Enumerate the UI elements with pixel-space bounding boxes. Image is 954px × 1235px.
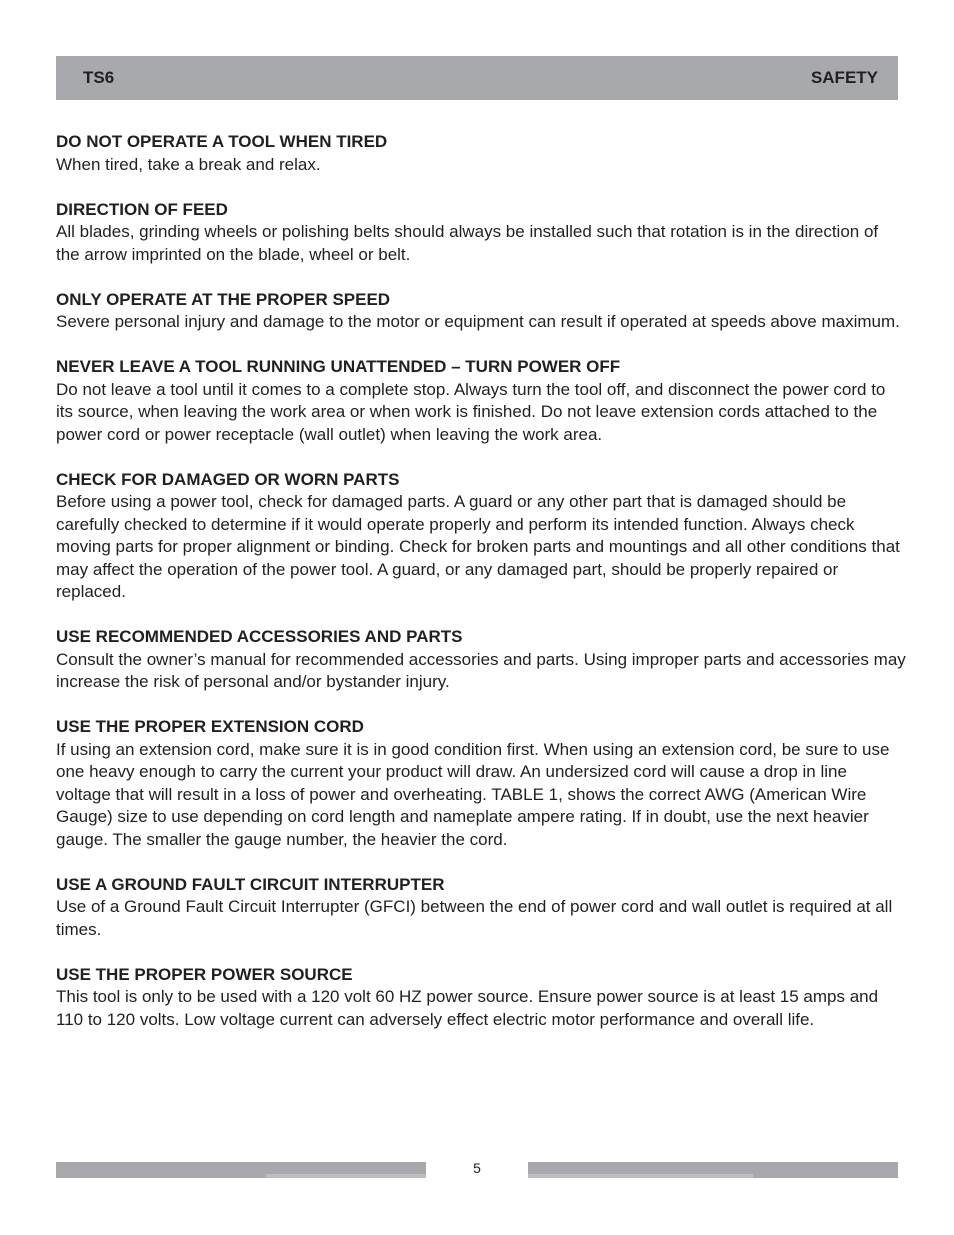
section-heading: USE THE PROPER EXTENSION CORD	[56, 717, 364, 736]
safety-section	[56, 131, 906, 176]
safety-section	[56, 874, 906, 942]
safety-section	[56, 289, 906, 334]
section-body: When tired, take a break and relax.	[56, 154, 321, 174]
page-header-bar	[56, 56, 898, 100]
section-body: Use of a Ground Fault Circuit Interrupter (GFCI) between the end of power cord and wall outlet is required at all times.	[56, 897, 893, 939]
safety-section	[56, 626, 906, 694]
section-body: Severe personal injury and damage to the motor or equipment can result if operated at speeds above maximum.	[56, 312, 900, 331]
section-body: Consult the owner’s manual for recommended accessories and parts. Using improper parts and accessories may increase the risk of personal and/or bystander injury.	[56, 649, 906, 691]
section-heading: ONLY OPERATE AT THE PROPER SPEED	[56, 289, 391, 309]
section-heading: DO NOT OPERATE A TOOL WHEN TIRED	[56, 132, 388, 151]
section-body: Do not leave a tool until it comes to a complete stop. Always turn the tool off, and disconnect the power cord to its source, when leaving the work area or when work is finished. Do not leave extension cords attached to the power cord or power receptacle (wall outlet) when leaving the work area.	[56, 379, 886, 444]
section-body: All blades, grinding wheels or polishing belts should always be installed such that rotation is in the direction of the arrow imprinted on the blade, wheel or belt.	[56, 222, 879, 264]
safety-section	[56, 716, 906, 851]
footer-bar-right	[528, 1162, 898, 1178]
footer-bar-accent	[266, 1174, 426, 1178]
section-heading: DIRECTION OF FEED	[56, 199, 228, 219]
footer-bar-left	[56, 1162, 426, 1178]
section-body: This tool is only to be used with a 120 volt 60 HZ power source. Ensure power source is at least 15 amps and 110 to 120 volts. Low voltage current can adversely effect electric motor performance and overall life.	[56, 987, 879, 1029]
section-heading: USE RECOMMENDED ACCESSORIES AND PARTS	[56, 627, 463, 646]
document-body	[56, 131, 906, 1054]
section-heading: USE A GROUND FAULT CIRCUIT INTERRUPTER	[56, 874, 445, 894]
section-heading: CHECK FOR DAMAGED OR WORN PARTS	[56, 469, 400, 489]
safety-section	[56, 199, 906, 267]
section-heading: USE THE PROPER POWER SOURCE	[56, 964, 353, 984]
section-title: SAFETY	[810, 68, 878, 87]
section-body: Before using a power tool, check for damaged parts. A guard or any other part that is damaged should be carefully checked to determine if it would operate properly and perform its intended function. Always check moving parts for proper alignment or binding. Check for broken parts and mountings and all other conditions that may affect the operation of the power tool. A guard, or any damaged part, should be properly repaired or replaced.	[56, 492, 900, 601]
footer-bar-accent	[528, 1174, 753, 1178]
model-label: TS6	[83, 68, 115, 87]
section-heading: NEVER LEAVE A TOOL RUNNING UNATTENDED – TURN POWER OFF	[56, 357, 621, 376]
safety-section	[56, 964, 906, 1032]
page-number: 5	[473, 1160, 481, 1176]
safety-section	[56, 356, 906, 446]
section-body: If using an extension cord, make sure it is in good condition first. When using an extension cord, be sure to use one heavy enough to carry the current your product will draw. An undersized cord will cause a drop in line voltage that will result in a loss of power and overheating. TABLE 1, shows the correct AWG (American Wire Gauge) size to use depending on cord length and nameplate ampere rating. If in doubt, use the next heavier gauge. The smaller the gauge number, the heavier the cord.	[56, 739, 890, 849]
safety-section	[56, 469, 906, 604]
